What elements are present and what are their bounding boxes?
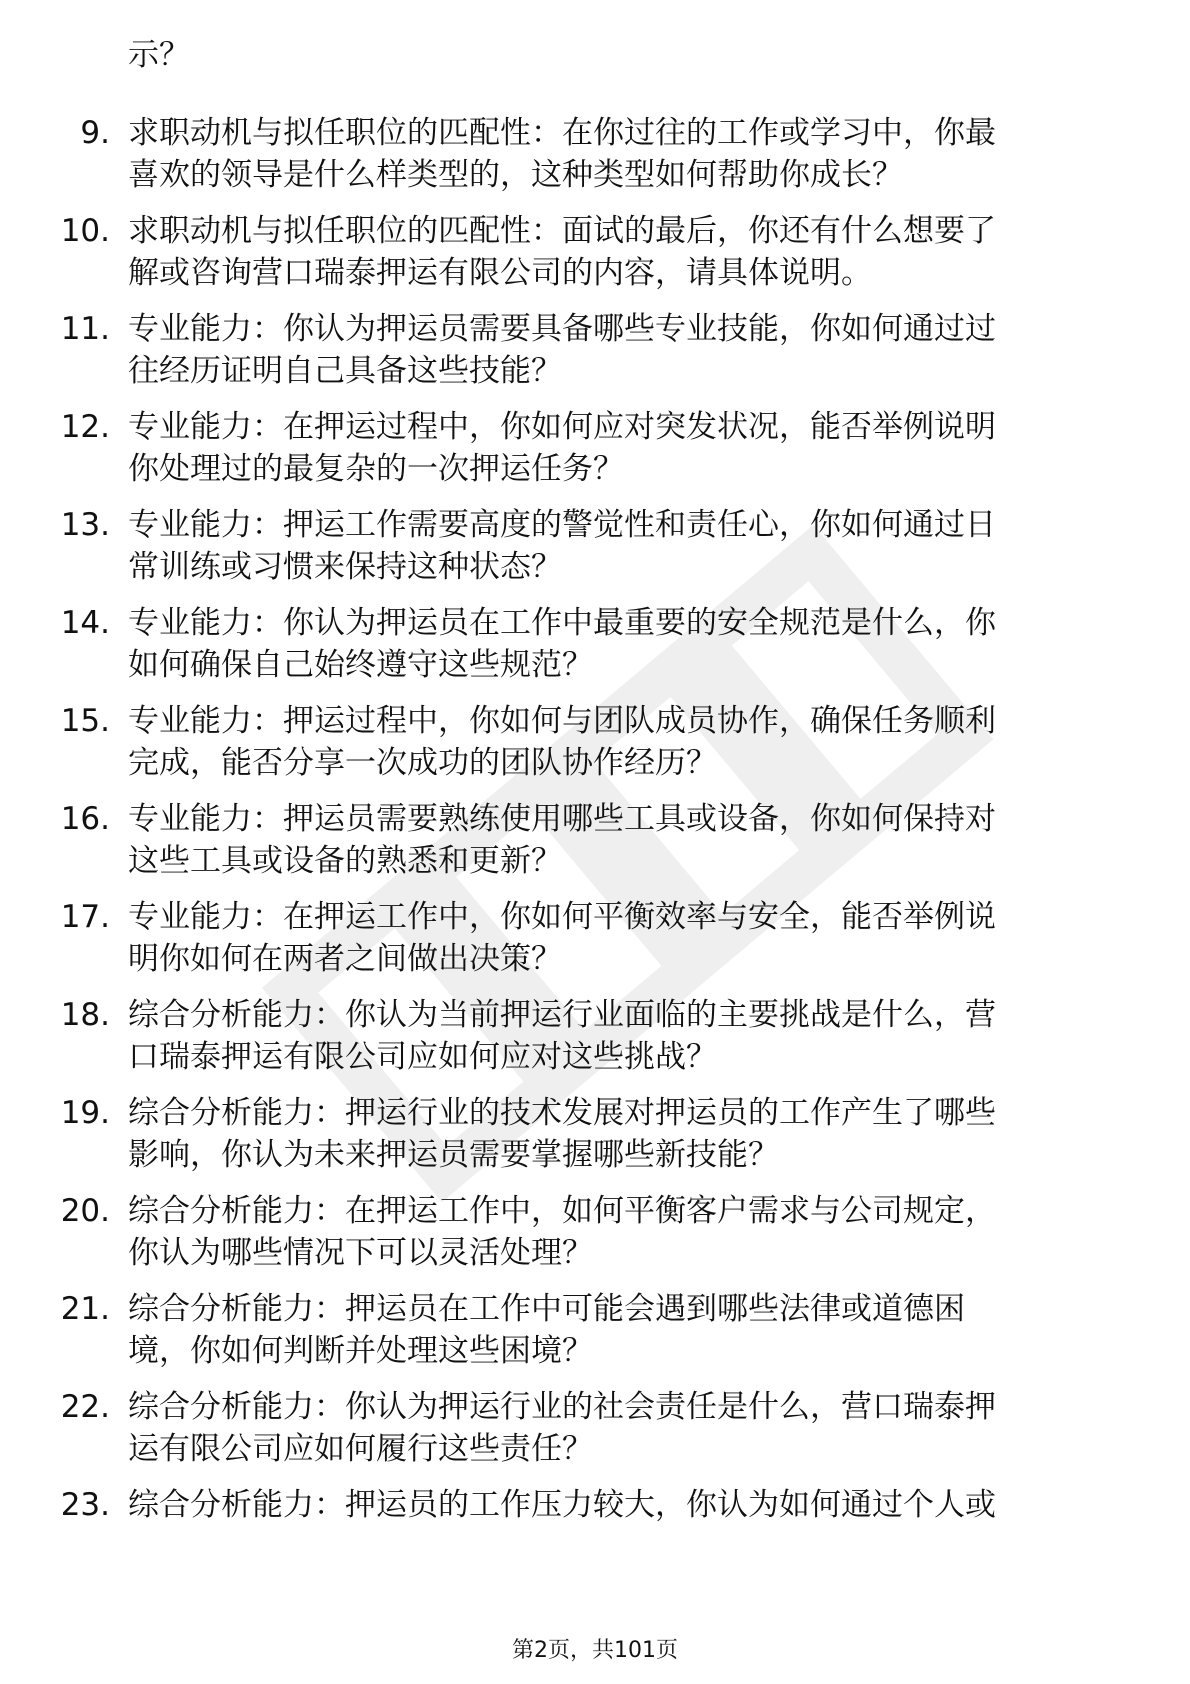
question-line: 口瑞泰押运有限公司应如何应对这些挑战？: [128, 1039, 717, 1075]
question-number: 11.: [60, 311, 110, 347]
list-item: [0, 602, 1190, 700]
question-text: [128, 1092, 1108, 1176]
list-item: [0, 700, 1190, 798]
list-item: [0, 1190, 1190, 1288]
question-number: 23.: [60, 1487, 110, 1523]
list-item: [0, 994, 1190, 1092]
question-number: 12.: [60, 409, 110, 445]
question-text: [128, 210, 1108, 294]
question-line: 求职动机与拟任职位的匹配性：面试的最后，你还有什么想要了: [128, 213, 996, 249]
question-line: 专业能力：你认为押运员在工作中最重要的安全规范是什么，你: [128, 605, 996, 641]
question-line: 往经历证明自己具备这些技能？: [128, 353, 562, 389]
question-text: [128, 406, 1108, 490]
list-item: [0, 1092, 1190, 1190]
question-line: 综合分析能力：在押运工作中，如何平衡客户需求与公司规定，: [128, 1193, 996, 1229]
question-number: 16.: [60, 801, 110, 837]
list-item: [0, 504, 1190, 602]
question-number: 21.: [60, 1291, 110, 1327]
question-line: 专业能力：你认为押运员需要具备哪些专业技能，你如何通过过: [128, 311, 996, 347]
question-line: 解或咨询营口瑞泰押运有限公司的内容，请具体说明。: [128, 255, 872, 291]
question-number: 9.: [80, 115, 110, 151]
question-number: 19.: [60, 1095, 110, 1131]
question-line: 综合分析能力：押运员的工作压力较大，你认为如何通过个人或: [128, 1487, 996, 1523]
question-text: [128, 112, 1108, 196]
question-line: 这些工具或设备的熟悉和更新？: [128, 843, 562, 879]
question-line: 综合分析能力：你认为当前押运行业面临的主要挑战是什么，营: [128, 997, 996, 1033]
question-line: 如何确保自己始终遵守这些规范？: [128, 647, 593, 683]
list-item: [0, 308, 1190, 406]
list-item: [0, 210, 1190, 308]
question-text: [128, 504, 1108, 588]
question-line: 专业能力：押运员需要熟练使用哪些工具或设备，你如何保持对: [128, 801, 996, 837]
question-number: 17.: [60, 899, 110, 935]
question-line: 完成，能否分享一次成功的团队协作经历？: [128, 745, 717, 781]
question-number: 10.: [60, 213, 110, 249]
list-item: [0, 1288, 1190, 1386]
list-item: [0, 406, 1190, 504]
question-number: 18.: [60, 997, 110, 1033]
question-number: 13.: [60, 507, 110, 543]
question-line: 境，你如何判断并处理这些困境？: [128, 1333, 593, 1369]
list-item: [0, 112, 1190, 210]
question-text: [128, 1386, 1108, 1470]
question-text: [128, 798, 1108, 882]
question-line: 专业能力：在押运工作中，你如何平衡效率与安全，能否举例说: [128, 899, 996, 935]
question-line: 综合分析能力：你认为押运行业的社会责任是什么，营口瑞泰押: [128, 1389, 996, 1425]
question-line: 喜欢的领导是什么样类型的，这种类型如何帮助你成长？: [128, 157, 903, 193]
question-line: 求职动机与拟任职位的匹配性：在你过往的工作或学习中，你最: [128, 115, 996, 151]
question-line: 常训练或习惯来保持这种状态？: [128, 549, 562, 585]
question-line: 你认为哪些情况下可以灵活处理？: [128, 1235, 593, 1271]
question-line: 专业能力：押运过程中，你如何与团队成员协作，确保任务顺利: [128, 703, 996, 739]
question-number: 14.: [60, 605, 110, 641]
question-line: 影响，你认为未来押运员需要掌握哪些新技能？: [128, 1137, 779, 1173]
question-text: [128, 1288, 1108, 1372]
question-number: 22.: [60, 1389, 110, 1425]
question-text: [128, 1190, 1108, 1274]
list-item: [0, 798, 1190, 896]
question-line: 明你如何在两者之间做出决策？: [128, 941, 562, 977]
question-line: 专业能力：押运工作需要高度的警觉性和责任心，你如何通过日: [128, 507, 996, 543]
question-text: [128, 1484, 1108, 1526]
question-text: [128, 994, 1108, 1078]
page-footer: 第2页，共101页: [512, 1638, 678, 1663]
question-line: 综合分析能力：押运行业的技术发展对押运员的工作产生了哪些: [128, 1095, 996, 1131]
question-line: 综合分析能力：押运员在工作中可能会遇到哪些法律或道德困: [128, 1291, 965, 1327]
question-text: [128, 896, 1108, 980]
continuation-text: 示？: [128, 37, 190, 73]
question-text: [128, 602, 1108, 686]
question-number: 20.: [60, 1193, 110, 1229]
question-text: [128, 308, 1108, 392]
list-item: [0, 1484, 1190, 1582]
question-number: 15.: [60, 703, 110, 739]
question-line: 你处理过的最复杂的一次押运任务？: [128, 451, 624, 487]
question-line: 运有限公司应如何履行这些责任？: [128, 1431, 593, 1467]
question-list: [0, 112, 1190, 1582]
list-item: [0, 1386, 1190, 1484]
question-text: [128, 700, 1108, 784]
question-line: 专业能力：在押运过程中，你如何应对突发状况，能否举例说明: [128, 409, 996, 445]
list-item: [0, 896, 1190, 994]
